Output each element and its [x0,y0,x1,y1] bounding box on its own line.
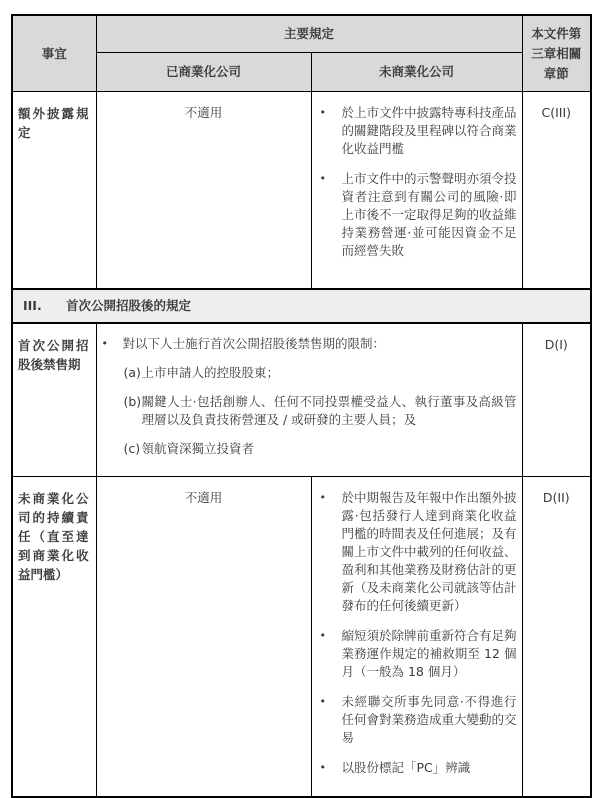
table-header-row-1 [12,15,591,53]
list-item-text: 對以下人士施行首次公開招股後禁售期的限制： [122,336,386,351]
list-item-text: 上市文件中的示警聲明亦須令投資者注意到有關公司的風險·即上市後不一定取得足夠的收益維持業務營運·並可能因資金不足而經營失敗 [341,171,517,258]
list-item [320,759,517,777]
commercialized-cell: 不適用 [96,477,311,798]
list-item-text: 於中期報告及年報中作出額外披露·包括發行人達到商業化收益門檻的時間表及任何進展；及有關上市文件中載列的任何收益、盈利和其他業務及財務估計的更新（及未商業化公司就該等估計發布的任何後續更新） [341,490,517,613]
table-row-lockup [12,323,591,477]
chapter-cell: D(II) [522,477,591,798]
list-item [320,170,517,260]
list-item [320,627,517,681]
list-item-text: 關鍵人士·包括創辦人、任何不同投票權受益人、執行董事及高級管理層以及負責技術營運及 / 或研發的主要人員；及 [141,394,517,427]
table-header-row-2 [12,53,591,92]
list-item-text: 於上市文件中披露特專科技產品的關鍵階段及里程碑以符合商業化收益門檻 [341,105,517,156]
list-item [320,489,517,615]
list-item-label: (a) [123,365,141,380]
bullet-icon: • [319,172,326,185]
list-item [124,393,517,429]
chapter-cell: C(III) [522,92,591,290]
matter-cell: 額外披露規定 [12,92,96,290]
table-row-ongoing-obligations [12,477,591,798]
bullet-icon: • [319,695,326,708]
matter-cell: 首次公開招股後禁售期 [12,323,96,477]
list-item [320,104,517,158]
bullet-icon: • [319,761,326,774]
list-item [124,440,517,458]
list-item-text: 未經聯交所事先同意·不得進行任何會對業務造成重大變動的交易 [341,694,517,745]
list-item-label: (c) [123,441,141,456]
list-item [102,335,517,353]
matter-cell: 未商業化公司的持續責任（直至達到商業化收益門檻） [12,477,96,798]
section-header-cell [12,289,591,323]
list-item-text: 領航資深獨立投資者 [141,441,255,456]
header-uncommercialized: 未商業化公司 [311,53,522,92]
bullet-icon: • [319,106,326,119]
list-item-text: 以股份標記「PC」辨識 [341,760,471,775]
list-item-text: 上市申請人的控股股東； [141,365,280,380]
provisions-cell [96,323,522,477]
header-matter: 事宜 [12,15,96,92]
table-row-additional-disclosure [12,92,591,290]
list-item-text: 縮短須於除牌前重新符合有足夠業務運作規定的補救期至 12 個月（一般為 18 個月） [341,628,517,679]
section-header-row [12,289,591,323]
section-title: 首次公開招股後的規定 [66,298,192,313]
chapter-cell: D(I) [522,323,591,477]
bullet-icon: • [101,337,108,350]
uncommercialized-cell [311,92,522,290]
header-main-provisions: 主要規定 [96,15,522,53]
commercialized-cell: 不適用 [96,92,311,290]
uncommercialized-cell [311,477,522,798]
list-item-label: (b) [123,394,142,409]
bullet-icon: • [319,491,326,504]
section-number: III. [23,298,42,313]
list-item [320,693,517,747]
bullet-icon: • [319,629,326,642]
header-chapter-reference: 本文件第三章相關章節 [522,15,591,92]
regulations-table [11,14,592,798]
list-item [124,364,517,382]
header-commercialized: 已商業化公司 [96,53,311,92]
